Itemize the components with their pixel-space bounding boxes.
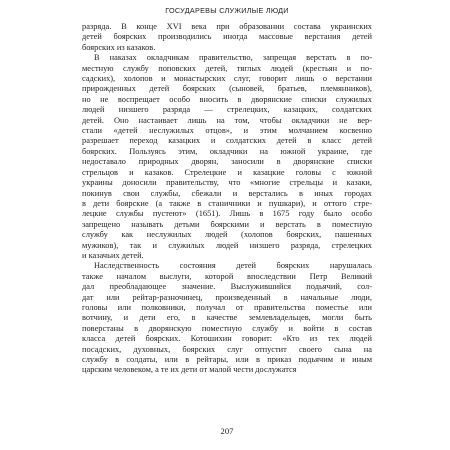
text-line: запрещено называть детьми боярскими и верстать в поместную <box>82 219 372 229</box>
body-text <box>82 22 372 376</box>
text-line: местную службу поповских детей, тяглых людей (крестьян и по- <box>82 63 372 73</box>
text-line: дал преобладающее значение. Выслужившийся подьячий, сол- <box>82 282 372 292</box>
text-line: вотчину, и дети его, в качестве землевладельцев, могли быть <box>82 313 372 323</box>
text-line: разрешает переход казацких и солдатских детей в класс детей <box>82 136 372 146</box>
running-head: ГОСУДАРЕВЫ СЛУЖИЛЫЕ ЛЮДИ <box>165 6 289 15</box>
text-line: царским человеком, а те их дети от малой чести дослужатся <box>82 365 297 375</box>
text-line: разряда. В конце XVI века при образовании состава украинских <box>82 22 372 31</box>
text-line: стрельцов и казаков. Стрелецкие и казацкие головы с южной <box>82 167 372 177</box>
text-line: В наказах окладчикам правительство, запрещая верстать в по- <box>94 53 372 63</box>
text-line: покинув свои службы, сбежали и верстались в иных городах <box>82 188 372 198</box>
text-line: Наследственность состояния детей боярских нарушалась <box>94 261 372 271</box>
text-line: боярских. Пользуясь этим, окладчики на южной украине, где <box>82 146 372 156</box>
text-line: также началом выслуги, которой впоследствии Петр Великий <box>82 271 372 281</box>
text-line: посадских, духовных, боярских слуг отпустит своего сына на <box>82 344 372 354</box>
paragraph <box>82 53 372 261</box>
text-line: людей низшего разряда — стрелецких, казацких, солдатских <box>82 105 372 115</box>
text-line: лецкие службы пустеют» (1651). Лишь в 1675 году было особо <box>82 209 372 219</box>
text-line: детей. Оно настаивает лишь на том, чтобы окладчики не вер- <box>82 115 372 125</box>
text-line: прирожденных детей боярских (сыновей, братьев, племянников), <box>82 84 372 94</box>
text-line: класса детей боярских. Котошихин говорит: «Кто из тех людей <box>82 334 372 344</box>
text-line: садских), холопов и монастырских слуг, говорит лишь о верстании <box>82 74 372 84</box>
paragraph <box>82 261 372 375</box>
text-line: мужиков), так и служилых людей низшего разряда, стрелецких <box>82 240 372 250</box>
text-line: дат или рейтар-разночинец, произведенный в начальные люди, <box>82 292 372 302</box>
text-line: поверстаны в дворянскую поместную службу и войти в состав <box>82 323 372 333</box>
text-line: боярских из казаков. <box>82 42 156 52</box>
page-number: 207 <box>220 426 234 436</box>
text-line: головы или полковники, получал от правительства поместье или <box>82 302 372 312</box>
text-line: детей боярских производились иногда массовые верстания детей <box>82 32 372 42</box>
text-line: недоставало природных дворян, заносили в дворянские списки <box>82 157 372 167</box>
text-block <box>82 6 372 376</box>
paragraph <box>82 22 372 53</box>
text-line: стали «детей неслужилых отцов», и этим молчанием косвенно <box>82 126 372 136</box>
text-line: службу в солдаты, или в рейтары, или в приказ подьячим и иным <box>82 355 372 364</box>
text-line: в дети боярские (а также в станичники и пушкари), и оттого стре- <box>82 198 372 208</box>
text-line: службу как неслужилых людей (холопов боярских, пашенных <box>82 230 372 240</box>
text-line: украины доносили правительству, что «многие стрельцы и казаки, <box>82 178 372 188</box>
text-line: и казачьих детей. <box>82 250 144 260</box>
text-line: но не воспрещает особо вносить в дворянские списки служилых <box>82 94 372 104</box>
